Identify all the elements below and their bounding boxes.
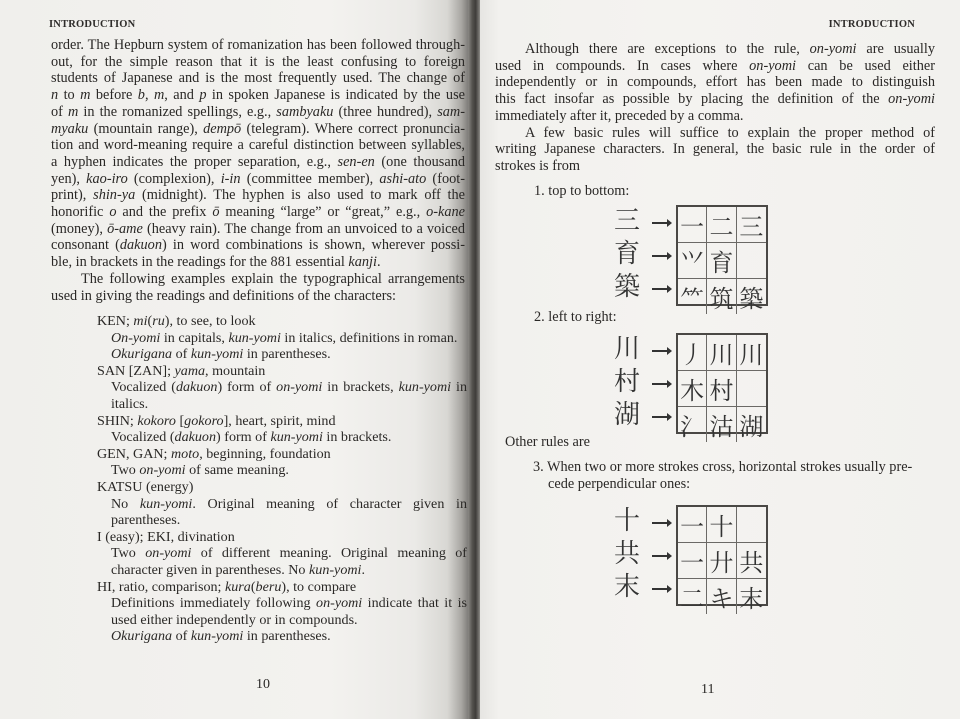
text-run: consonant ( (51, 237, 120, 254)
italic-term: myaku (51, 120, 89, 137)
text-run: , mountain (205, 362, 266, 379)
text-line (51, 37, 465, 54)
italic-term: sambyaku (276, 103, 334, 120)
italic-term: p (199, 87, 207, 104)
entry-heading (97, 446, 467, 463)
reading-entry (97, 529, 467, 579)
text-line (51, 121, 465, 138)
text-run: , (144, 87, 154, 104)
entry-heading (97, 363, 467, 380)
stroke-step-cell: 共 (737, 543, 766, 579)
text-line (495, 58, 935, 75)
italic-term: gokoro (184, 412, 224, 429)
text-run: SAN [ZAN]; (97, 362, 175, 379)
text-run: in parentheses. (243, 628, 331, 645)
italic-term: on-yomi (888, 91, 935, 108)
reading-entry (97, 479, 467, 529)
reading-entry (97, 413, 467, 446)
paragraph-examples-intro (51, 271, 465, 304)
paragraph-romanization (51, 37, 465, 271)
italic-term: dempō (203, 120, 242, 137)
text-run: of (51, 103, 68, 120)
text-run: (midnight). The hyphen is also used to mark off the (135, 187, 465, 204)
text-run: (telegram). Where correct pronuncia- (241, 120, 465, 137)
text-run: students of Japanese and is the most frequently used. The change of (51, 70, 465, 87)
other-rules-label: Other rules are (505, 434, 590, 450)
italic-term: moto (171, 445, 200, 462)
text-line (51, 271, 465, 288)
text-line (51, 54, 465, 71)
kanji-character: 共 (613, 539, 640, 569)
stroke-step-cell: 一 (678, 207, 707, 243)
italic-term: ō-ame (107, 220, 143, 237)
text-run: used in compounds. In cases where (495, 57, 750, 74)
italic-term: on-yomi (749, 57, 797, 74)
text-run: KATSU (energy) (97, 478, 194, 495)
text-run: Vocalized ( (111, 379, 176, 396)
stroke-step-cell: 氵 (678, 407, 707, 442)
entry-heading (97, 313, 467, 330)
text-run: . (361, 561, 365, 578)
italic-term: i-in (220, 170, 241, 187)
text-run: in spoken Japanese is indicated by the use (206, 87, 465, 104)
stroke-step-cell: 村 (707, 371, 736, 407)
stroke-step-cell: 十 (707, 507, 736, 543)
text-run: out, for the simple reason that it is the least confusing to foreign (51, 53, 465, 70)
text-run: (three hundred), (333, 103, 438, 120)
page-number-left: 10 (256, 677, 270, 692)
italic-term: on-yomi (316, 595, 363, 612)
kanji-character: 築 (613, 272, 640, 302)
text-run: . (376, 254, 381, 271)
stroke-step-cell: 筑 (707, 279, 736, 314)
entry-heading (97, 529, 467, 546)
text-run: in the romanized spellings, e.g., (78, 103, 277, 120)
stroke-step-cell: 築 (739, 285, 764, 313)
text-run: (money), (51, 220, 108, 237)
text-run: HI, ratio, comparison; (97, 578, 225, 595)
text-run: order. The Hepburn system of romanization has been followed through- (51, 37, 465, 53)
right-page (480, 0, 960, 719)
stroke-step-cell: キ (707, 579, 736, 614)
italic-term: m (67, 103, 79, 120)
text-run: The following examples explain the typographical arrangements (81, 270, 465, 287)
text-run: and the prefix (116, 204, 213, 221)
entry-description (111, 330, 467, 347)
text-run: immediately after it, preceded by a comma. (495, 107, 744, 124)
entry-description (111, 379, 467, 412)
text-run: (one thousand (374, 153, 465, 170)
text-line (51, 154, 465, 171)
text-run: Two (111, 545, 146, 562)
reading-entry (97, 446, 467, 479)
kanji-character: 三 (613, 206, 640, 236)
text-run: (mountain range), (88, 120, 204, 137)
italic-term: dakuon (175, 379, 218, 396)
stroke-step-cell (737, 243, 766, 279)
text-run: this fact insofar as possible by placing the definition of the (495, 91, 889, 108)
text-run: tion and word-meaning require a careful distinction between syllables, (51, 137, 465, 154)
text-run: [ (175, 412, 185, 429)
text-run: SHIN; (97, 412, 138, 429)
reading-examples-list (97, 313, 467, 645)
text-run: ) form of (216, 429, 271, 446)
text-run: ) in word combinations is shown, wherever possi- (161, 237, 465, 254)
text-line (51, 237, 465, 254)
text-run: used in giving the readings and definitions of the characters: (51, 287, 397, 304)
left-page (0, 0, 471, 719)
text-run: before (90, 87, 138, 104)
entry-description (111, 429, 467, 446)
text-line (495, 141, 935, 158)
arrow-right-icon (652, 383, 668, 385)
text-line (51, 70, 465, 87)
text-run: strokes is from (495, 157, 580, 174)
left-body-text (51, 37, 465, 304)
entry-description (111, 346, 467, 363)
text-line (495, 108, 935, 125)
text-run: yen), (51, 170, 87, 187)
rule-2-label: 2. left to right: (534, 309, 617, 325)
text-run: in brackets. (322, 429, 392, 446)
text-run: of (172, 628, 191, 645)
italic-term: beru (255, 578, 282, 595)
italic-term: kun-yomi (190, 346, 244, 363)
italic-term: mi (133, 313, 148, 329)
stroke-order-grid (676, 505, 768, 613)
text-line (495, 74, 935, 91)
reading-entry (97, 363, 467, 413)
text-run: A few basic rules will suffice to explain the proper method of (525, 124, 935, 141)
italic-term: shin-ya (93, 187, 136, 204)
arrow-right-icon (652, 222, 668, 224)
text-run: of different meaning. Original meaning of character given in parentheses. No (111, 545, 467, 578)
text-line (51, 288, 465, 305)
italic-term: Okurigana (111, 628, 173, 645)
text-run: , and (164, 87, 200, 104)
italic-term: n (51, 87, 59, 104)
reading-entry (97, 579, 467, 645)
italic-term: yama (174, 362, 206, 379)
text-run: Although there are exceptions to the rule, (525, 41, 810, 57)
italic-term: dakuon (174, 429, 217, 446)
italic-term: kun-yomi (139, 495, 193, 512)
arrow-right-icon (652, 288, 668, 290)
rule-1-label: 1. top to bottom: (534, 183, 630, 199)
stroke-step-cell: 沽 (707, 407, 736, 442)
entry-description (111, 496, 467, 529)
text-run: GEN, GAN; (97, 445, 171, 462)
text-run: ble, in brackets in the readings for the 881 essential (51, 254, 349, 271)
text-run: ) form of (217, 379, 277, 396)
arrow-right-icon (652, 255, 668, 257)
stroke-step-cell: 川 (707, 335, 736, 371)
text-run: . Original meaning of character given in parentheses. (111, 495, 467, 529)
italic-term: On-yomi (111, 329, 161, 346)
text-line (51, 221, 465, 238)
stroke-order-grid (676, 205, 768, 313)
stroke-step-cell: 二 (707, 207, 736, 243)
rule-3-line-2: cede perpendicular ones: (548, 476, 691, 492)
text-run: Two (111, 462, 140, 479)
stroke-step-cell: 二 (678, 579, 707, 614)
text-line (495, 158, 935, 175)
kanji-character: 末 (613, 572, 640, 602)
italic-term: kun-yomi (270, 429, 323, 446)
stroke-order-grid (676, 333, 768, 441)
stroke-step-cell: 一 (678, 507, 707, 543)
kanji-character: 育 (613, 239, 640, 269)
text-run: of (172, 346, 191, 363)
stroke-step-cell (737, 507, 766, 543)
text-run: in italics, definitions in roman. (280, 329, 458, 346)
text-run: I (easy); EKI, divination (97, 528, 235, 545)
italic-term: o (109, 204, 117, 221)
italic-term: m (80, 87, 91, 104)
entry-description (111, 628, 467, 645)
paragraph-basic-rules (495, 125, 935, 175)
text-run: print), (51, 187, 94, 204)
text-run: Vocalized ( (111, 429, 175, 446)
text-run: in capitals, (160, 329, 229, 346)
stroke-step-cell: 三 (737, 207, 766, 243)
italic-term: b (137, 87, 145, 104)
stroke-step-cell: ⺮ (678, 279, 707, 314)
text-run: (committee member), (240, 170, 380, 187)
stroke-step-cell: 末 (739, 585, 764, 613)
italic-term: on-yomi (276, 379, 323, 396)
italic-term: kun-yomi (190, 628, 244, 645)
arrow-right-icon (652, 588, 668, 590)
text-run: writing Japanese characters. In general, the basic rule in the order of (495, 141, 935, 158)
text-run: ), to see, to look (164, 313, 256, 329)
text-run: a hyphen indicates the proper separation, e.g., (51, 153, 338, 170)
arrow-right-icon (652, 350, 668, 352)
text-run: ), to compare (281, 578, 357, 595)
kanji-character: 川 (613, 334, 640, 364)
entry-heading (97, 579, 467, 596)
italic-term: o-kane (426, 204, 465, 221)
entry-description (111, 462, 467, 479)
text-line (495, 91, 935, 108)
stroke-step-cell: 一 (678, 543, 707, 579)
text-line (51, 104, 465, 121)
italic-term: kao-iro (86, 170, 128, 187)
kanji-character: 村 (613, 367, 640, 397)
arrow-right-icon (652, 555, 668, 557)
italic-term: on-yomi (139, 462, 186, 479)
italic-term: kun-yomi (398, 379, 452, 396)
text-line (51, 171, 465, 188)
italic-term: ashi-ato (379, 170, 427, 187)
text-run: , beginning, foundation (199, 445, 331, 462)
text-run: indicate that it is used either independently or in compounds. (111, 595, 467, 628)
text-line (51, 87, 465, 104)
text-line (51, 137, 465, 154)
text-run: KEN; (97, 313, 134, 329)
italic-term: ru (152, 313, 165, 329)
text-run: meaning “large” or “great,” e.g., (219, 204, 427, 221)
text-run: to (58, 87, 81, 104)
stroke-step-cell (737, 371, 766, 407)
entry-description (111, 545, 467, 578)
italic-term: kura (225, 578, 251, 595)
text-run: Definitions immediately following (111, 595, 317, 612)
text-run: ( (147, 313, 153, 329)
text-line (51, 204, 465, 221)
stroke-step-cell: 丿 (678, 335, 707, 371)
kanji-character: 十 (613, 506, 640, 536)
reading-entry (97, 313, 467, 363)
stroke-step-cell: 廾 (707, 543, 736, 579)
text-run: ], heart, spirit, mind (223, 412, 336, 429)
right-body-text (495, 41, 935, 175)
stroke-step-cell: 川 (737, 335, 766, 371)
italic-term: sam- (437, 103, 466, 120)
italic-term: on-yomi (145, 545, 192, 562)
stroke-step-cell: 育 (707, 243, 736, 279)
text-line (51, 187, 465, 204)
italic-term: sen-en (337, 153, 375, 170)
text-run: in brackets, (322, 379, 399, 396)
text-run: of same meaning. (185, 462, 289, 479)
entry-description (111, 595, 467, 628)
entry-heading (97, 479, 467, 496)
stroke-step-cell: ⺍ (678, 243, 707, 279)
italic-term: kun-yomi (309, 561, 362, 578)
text-line (495, 41, 935, 58)
italic-term: kanji (348, 254, 377, 271)
italic-term: dakuon (119, 237, 162, 254)
kanji-character: 湖 (613, 400, 640, 430)
italic-term: kun-yomi (228, 329, 281, 346)
text-run: (foot- (426, 170, 465, 187)
arrow-right-icon (652, 416, 668, 418)
rule-3-line-1: 3. When two or more strokes cross, horizontal strokes usually pre- (533, 459, 913, 475)
paragraph-on-yomi-usage (495, 41, 935, 125)
entry-heading (97, 413, 467, 430)
text-line (495, 125, 935, 142)
stroke-step-cell: 木 (678, 371, 707, 407)
running-head-left: INTRODUCTION (49, 19, 136, 30)
text-run: ( (250, 578, 256, 595)
text-run: can be used either (796, 57, 935, 74)
text-run: (heavy rain). The change from an unvoiced to a voiced (142, 220, 465, 237)
page-number-right: 11 (701, 682, 715, 697)
text-run: in italics. (111, 379, 467, 412)
italic-term: m (153, 87, 165, 104)
text-run: (complexion), (127, 170, 221, 187)
text-run: in parentheses. (243, 346, 331, 363)
stroke-step-cell: 湖 (739, 413, 764, 441)
arrow-right-icon (652, 522, 668, 524)
text-run: are usually (856, 41, 935, 57)
text-line (51, 254, 465, 271)
running-head-right: INTRODUCTION (828, 19, 915, 30)
text-run: No (111, 495, 140, 512)
italic-term: Okurigana (111, 346, 173, 363)
italic-term: ō (212, 204, 220, 221)
text-run: honorific (51, 204, 110, 221)
italic-term: on-yomi (809, 41, 857, 57)
text-run: independently or in compounds, effort has been made to distinguish (495, 74, 935, 91)
italic-term: kokoro (137, 412, 176, 429)
